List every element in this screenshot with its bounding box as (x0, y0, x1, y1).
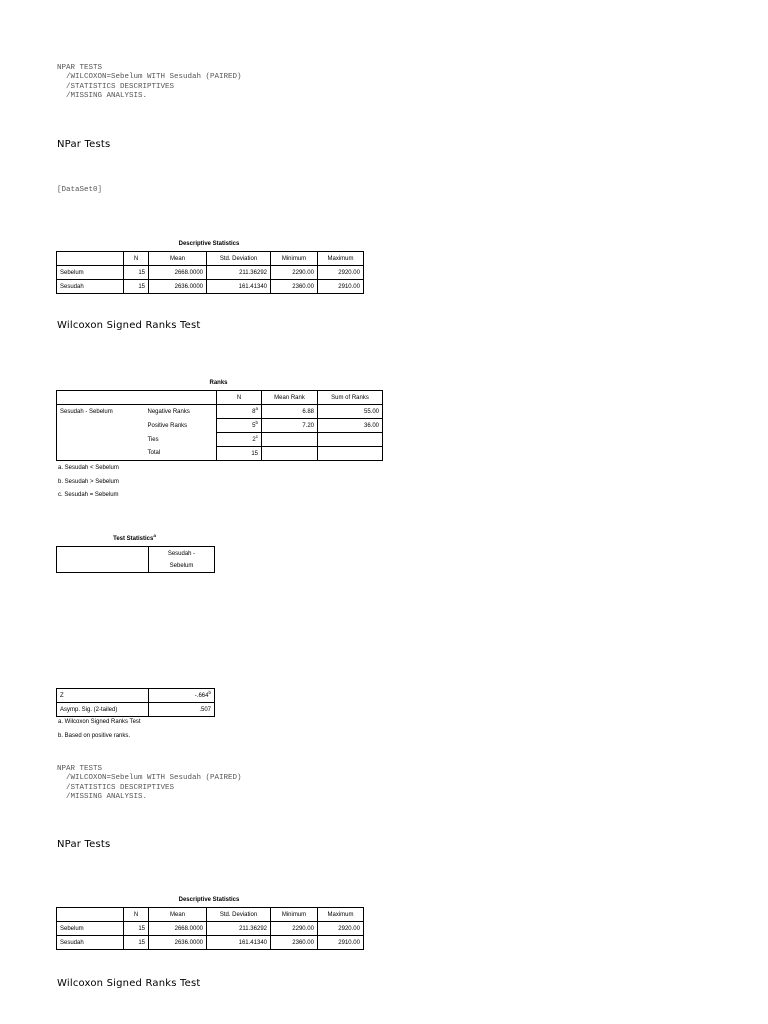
syntax-line: /MISSING ANALYSIS. (57, 793, 148, 802)
wilcoxon-heading: Wilcoxon Signed Ranks Test (57, 978, 201, 989)
table-header-cell (57, 547, 149, 573)
rank-n: 5 (252, 422, 256, 429)
row-group-spacer (57, 433, 145, 447)
row-label: Z (57, 689, 149, 703)
footnote-marker: c (255, 433, 258, 439)
syntax-block (57, 64, 242, 102)
syntax-line: /WILCOXON=Sebelum WITH Sesudah (PAIRED) (57, 774, 242, 783)
footnote: b. Based on positive ranks. (58, 732, 131, 739)
ranks-title: Ranks (209, 380, 228, 386)
table-row (57, 433, 383, 447)
table-cell (318, 433, 383, 447)
table-cell (262, 433, 318, 447)
table-cell: 15 (124, 922, 149, 936)
test-stats-title-text: Test Statistics (113, 536, 154, 542)
table-cell: 15 (217, 447, 262, 461)
footnote-marker: a (153, 533, 156, 538)
footnote-marker: b (208, 689, 211, 695)
table-cell (318, 447, 383, 461)
table-header-cell: Mean (149, 252, 207, 266)
table-cell: 161.41340 (207, 936, 271, 950)
table-header-cell: Sum of Ranks (318, 391, 383, 405)
table-cell (217, 405, 262, 419)
dataset-label: [DataSet0] (57, 186, 103, 194)
footnote: a. Wilcoxon Signed Ranks Test (58, 719, 141, 725)
table-cell: 7.20 (262, 419, 318, 433)
table-header-cell: Sesudah - Sebelum (149, 547, 215, 573)
table-cell: 15 (124, 936, 149, 950)
table-header-cell: Maximum (318, 252, 364, 266)
table-cell: 2920.00 (318, 266, 364, 280)
table-header-cell: Std. Deviation (207, 908, 271, 922)
table-row (57, 936, 364, 950)
row-group-label: Sesudah - Sebelum (57, 405, 145, 419)
table-cell: 211.36292 (207, 922, 271, 936)
table-cell (217, 419, 262, 433)
table-header-cell: Minimum (271, 252, 318, 266)
table-cell: 2668.0000 (149, 266, 207, 280)
wilcoxon-heading: Wilcoxon Signed Ranks Test (57, 320, 201, 331)
test-stats-header-table (56, 546, 215, 573)
table-header-cell (57, 908, 124, 922)
footnote-marker: b (255, 419, 258, 425)
table-cell: 2360.00 (271, 936, 318, 950)
syntax-line: NPAR TESTS (57, 765, 103, 773)
row-label: Positive Ranks (145, 419, 217, 433)
table-header-cell: Mean (149, 908, 207, 922)
table-cell: 2290.00 (271, 922, 318, 936)
rank-n: 2 (252, 436, 256, 443)
table-row (57, 689, 215, 703)
table-header-cell: N (124, 908, 149, 922)
table-cell (217, 433, 262, 447)
syntax-line: /WILCOXON=Sebelum WITH Sesudah (PAIRED) (57, 73, 242, 82)
syntax-block (57, 765, 242, 803)
table-header-row (57, 252, 364, 266)
row-label: Ties (145, 433, 217, 447)
table-cell: 2668.0000 (149, 922, 207, 936)
table-cell: 2920.00 (318, 922, 364, 936)
row-label: Sebelum (57, 922, 124, 936)
table-header-row (57, 391, 383, 405)
table-cell (149, 689, 215, 703)
syntax-line: /STATISTICS DESCRIPTIVES (57, 783, 175, 792)
table-cell: 211.36292 (207, 266, 271, 280)
footnote: b. Sesudah > Sebelum (58, 478, 119, 485)
table-cell: 6.88 (262, 405, 318, 419)
syntax-line: /MISSING ANALYSIS. (57, 92, 148, 101)
ranks-footnotes (58, 462, 119, 503)
stat-value: -.664 (194, 692, 209, 699)
table-row (57, 280, 364, 294)
descriptive-stats-title: Descriptive Statistics (178, 241, 240, 247)
table-cell: 2290.00 (271, 266, 318, 280)
table-cell: 2910.00 (318, 280, 364, 294)
test-stats-table (56, 688, 215, 717)
table-header-row (57, 547, 215, 573)
table-cell: 2910.00 (318, 936, 364, 950)
table-row (57, 703, 215, 717)
table-cell (262, 447, 318, 461)
table-header-row (57, 908, 364, 922)
footnote: c. Sesudah = Sebelum (58, 492, 119, 498)
npar-tests-heading: NPar Tests (57, 839, 111, 850)
table-header-cell: Maximum (318, 908, 364, 922)
table-cell: 15 (124, 266, 149, 280)
table-header-cell (57, 391, 217, 405)
row-label: Total (145, 447, 217, 461)
row-label: Negative Ranks (145, 405, 217, 419)
table-cell: 2636.0000 (149, 280, 207, 294)
footnote-marker: a (255, 405, 258, 411)
table-header-cell: Std. Deviation (207, 252, 271, 266)
table-row (57, 405, 383, 419)
row-label: Sebelum (57, 266, 124, 280)
table-header-cell: N (124, 252, 149, 266)
table-cell: 15 (124, 280, 149, 294)
table-cell: 36.00 (318, 419, 383, 433)
row-label: Sesudah (57, 280, 124, 294)
table-cell: 2360.00 (271, 280, 318, 294)
table-header-cell: N (217, 391, 262, 405)
row-label: Asymp. Sig. (2-tailed) (57, 703, 149, 717)
table-row (57, 419, 383, 433)
table-row (57, 266, 364, 280)
table-cell: 55.00 (318, 405, 383, 419)
footnote: a. Sesudah < Sebelum (58, 465, 119, 471)
table-header-cell: Minimum (271, 908, 318, 922)
npar-tests-heading: NPar Tests (57, 139, 111, 150)
ranks-table (56, 390, 383, 461)
rank-n: 8 (252, 408, 256, 415)
table-row (57, 447, 383, 461)
table-cell: 2636.0000 (149, 936, 207, 950)
descriptive-stats-title: Descriptive Statistics (178, 897, 240, 903)
table-header-cell (57, 252, 124, 266)
syntax-line: /STATISTICS DESCRIPTIVES (57, 82, 175, 91)
row-group-spacer (57, 419, 145, 433)
test-stats-title (56, 533, 213, 542)
row-group-spacer (57, 447, 145, 461)
test-stats-footnotes (58, 716, 141, 743)
table-header-cell: Mean Rank (262, 391, 318, 405)
table-cell: .507 (149, 703, 215, 717)
descriptive-stats-table (56, 907, 364, 950)
syntax-line: NPAR TESTS (57, 64, 103, 72)
table-cell: 161.41340 (207, 280, 271, 294)
row-label: Sesudah (57, 936, 124, 950)
descriptive-stats-table (56, 251, 364, 294)
table-row (57, 922, 364, 936)
